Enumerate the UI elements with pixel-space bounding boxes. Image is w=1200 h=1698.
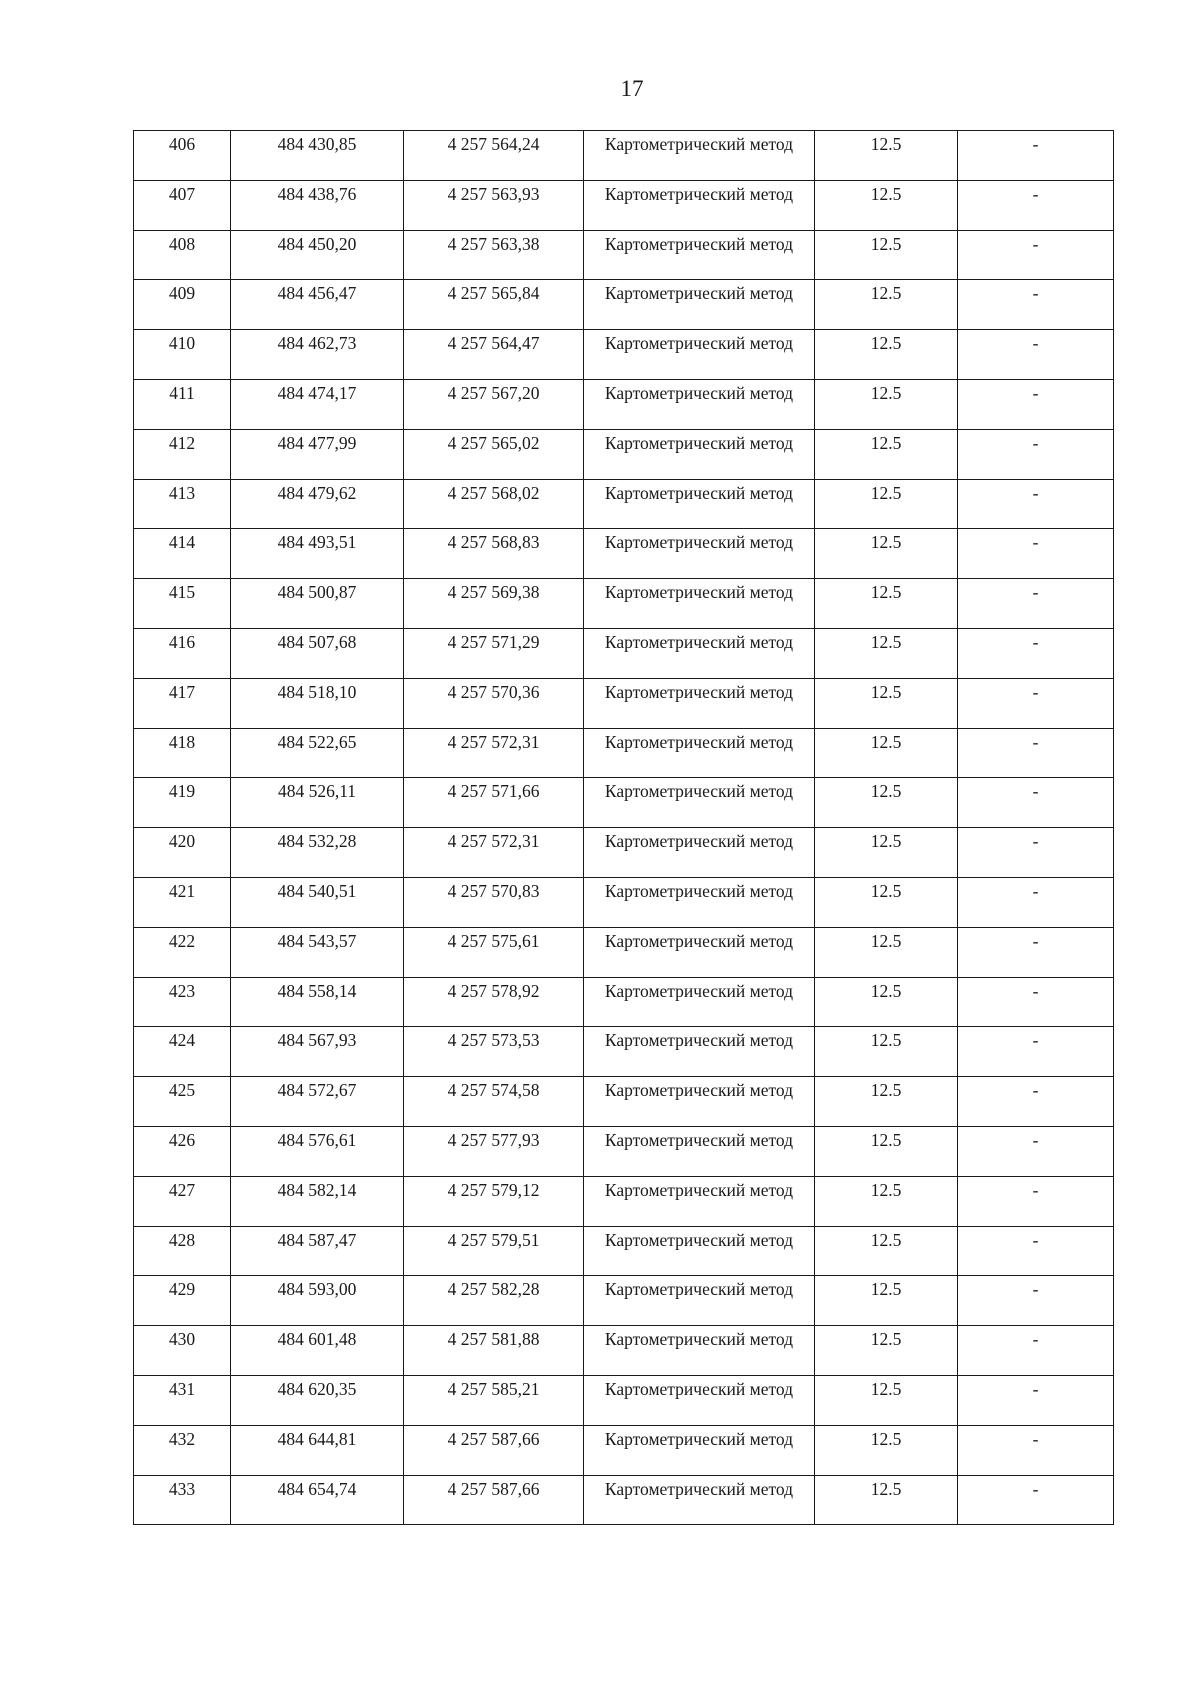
method-cell: Картометрический метод (584, 628, 815, 678)
y-coordinate-cell: 4 257 565,84 (404, 280, 584, 330)
page-number: 17 (620, 76, 644, 101)
table-row (134, 728, 1114, 778)
y-coordinate-cell: 4 257 572,31 (404, 828, 584, 878)
dash-cell: - (958, 977, 1114, 1027)
point-number-cell: 416 (134, 628, 231, 678)
x-coordinate-cell: 484 518,10 (231, 678, 404, 728)
accuracy-cell: 12.5 (815, 230, 958, 280)
accuracy-cell: 12.5 (815, 1126, 958, 1176)
table-row (134, 1375, 1114, 1425)
point-number-cell: 424 (134, 1027, 231, 1077)
table-row (134, 678, 1114, 728)
x-coordinate-cell: 484 430,85 (231, 131, 404, 181)
y-coordinate-cell: 4 257 571,66 (404, 778, 584, 828)
x-coordinate-cell: 484 477,99 (231, 429, 404, 479)
method-cell: Картометрический метод (584, 280, 815, 330)
point-number-cell: 407 (134, 180, 231, 230)
point-number-cell: 432 (134, 1425, 231, 1475)
table-row (134, 429, 1114, 479)
point-number-cell: 410 (134, 330, 231, 380)
accuracy-cell: 12.5 (815, 280, 958, 330)
method-cell: Картометрический метод (584, 429, 815, 479)
table-row (134, 180, 1114, 230)
point-number-cell: 418 (134, 728, 231, 778)
accuracy-cell: 12.5 (815, 330, 958, 380)
x-coordinate-cell: 484 644,81 (231, 1425, 404, 1475)
method-cell: Картометрический метод (584, 230, 815, 280)
point-number-cell: 419 (134, 778, 231, 828)
point-number-cell: 417 (134, 678, 231, 728)
table-row (134, 529, 1114, 579)
x-coordinate-cell: 484 462,73 (231, 330, 404, 380)
table-row (134, 1027, 1114, 1077)
method-cell: Картометрический метод (584, 379, 815, 429)
method-cell: Картометрический метод (584, 131, 815, 181)
accuracy-cell: 12.5 (815, 579, 958, 629)
point-number-cell: 411 (134, 379, 231, 429)
y-coordinate-cell: 4 257 582,28 (404, 1276, 584, 1326)
accuracy-cell: 12.5 (815, 1027, 958, 1077)
accuracy-cell: 12.5 (815, 1176, 958, 1226)
accuracy-cell: 12.5 (815, 429, 958, 479)
method-cell: Картометрический метод (584, 479, 815, 529)
accuracy-cell: 12.5 (815, 479, 958, 529)
table-row (134, 1475, 1114, 1525)
y-coordinate-cell: 4 257 572,31 (404, 728, 584, 778)
accuracy-cell: 12.5 (815, 1077, 958, 1127)
dash-cell: - (958, 330, 1114, 380)
point-number-cell: 412 (134, 429, 231, 479)
table-row (134, 1176, 1114, 1226)
point-number-cell: 422 (134, 927, 231, 977)
point-number-cell: 431 (134, 1375, 231, 1425)
y-coordinate-cell: 4 257 574,58 (404, 1077, 584, 1127)
point-number-cell: 426 (134, 1126, 231, 1176)
dash-cell: - (958, 728, 1114, 778)
point-number-cell: 423 (134, 977, 231, 1027)
x-coordinate-cell: 484 593,00 (231, 1276, 404, 1326)
y-coordinate-cell: 4 257 587,66 (404, 1475, 584, 1525)
table-row (134, 828, 1114, 878)
point-number-cell: 428 (134, 1226, 231, 1276)
x-coordinate-cell: 484 500,87 (231, 579, 404, 629)
dash-cell: - (958, 379, 1114, 429)
table-row (134, 479, 1114, 529)
point-number-cell: 409 (134, 280, 231, 330)
y-coordinate-cell: 4 257 569,38 (404, 579, 584, 629)
dash-cell: - (958, 927, 1114, 977)
y-coordinate-cell: 4 257 579,51 (404, 1226, 584, 1276)
table-row (134, 877, 1114, 927)
method-cell: Картометрический метод (584, 1027, 815, 1077)
table-row (134, 927, 1114, 977)
y-coordinate-cell: 4 257 585,21 (404, 1375, 584, 1425)
y-coordinate-cell: 4 257 573,53 (404, 1027, 584, 1077)
dash-cell: - (958, 280, 1114, 330)
y-coordinate-cell: 4 257 570,36 (404, 678, 584, 728)
y-coordinate-cell: 4 257 575,61 (404, 927, 584, 977)
method-cell: Картометрический метод (584, 678, 815, 728)
accuracy-cell: 12.5 (815, 828, 958, 878)
table-row (134, 379, 1114, 429)
accuracy-cell: 12.5 (815, 728, 958, 778)
x-coordinate-cell: 484 558,14 (231, 977, 404, 1027)
dash-cell: - (958, 1126, 1114, 1176)
dash-cell: - (958, 131, 1114, 181)
y-coordinate-cell: 4 257 568,02 (404, 479, 584, 529)
point-number-cell: 425 (134, 1077, 231, 1127)
dash-cell: - (958, 230, 1114, 280)
table-row (134, 579, 1114, 629)
x-coordinate-cell: 484 582,14 (231, 1176, 404, 1226)
x-coordinate-cell: 484 507,68 (231, 628, 404, 678)
method-cell: Картометрический метод (584, 579, 815, 629)
method-cell: Картометрический метод (584, 877, 815, 927)
method-cell: Картометрический метод (584, 1375, 815, 1425)
accuracy-cell: 12.5 (815, 977, 958, 1027)
x-coordinate-cell: 484 526,11 (231, 778, 404, 828)
x-coordinate-cell: 484 543,57 (231, 927, 404, 977)
method-cell: Картометрический метод (584, 977, 815, 1027)
y-coordinate-cell: 4 257 564,24 (404, 131, 584, 181)
accuracy-cell: 12.5 (815, 1226, 958, 1276)
y-coordinate-cell: 4 257 563,93 (404, 180, 584, 230)
point-number-cell: 408 (134, 230, 231, 280)
dash-cell: - (958, 1326, 1114, 1376)
x-coordinate-cell: 484 532,28 (231, 828, 404, 878)
y-coordinate-cell: 4 257 587,66 (404, 1425, 584, 1475)
y-coordinate-cell: 4 257 563,38 (404, 230, 584, 280)
dash-cell: - (958, 529, 1114, 579)
table-row (134, 131, 1114, 181)
dash-cell: - (958, 778, 1114, 828)
dash-cell: - (958, 1475, 1114, 1525)
method-cell: Картометрический метод (584, 1126, 815, 1176)
table-row (134, 1226, 1114, 1276)
point-number-cell: 414 (134, 529, 231, 579)
y-coordinate-cell: 4 257 564,47 (404, 330, 584, 380)
table-row (134, 628, 1114, 678)
dash-cell: - (958, 479, 1114, 529)
x-coordinate-cell: 484 479,62 (231, 479, 404, 529)
y-coordinate-cell: 4 257 565,02 (404, 429, 584, 479)
table-row (134, 778, 1114, 828)
point-number-cell: 427 (134, 1176, 231, 1226)
y-coordinate-cell: 4 257 571,29 (404, 628, 584, 678)
accuracy-cell: 12.5 (815, 1475, 958, 1525)
coordinates-table-body (134, 131, 1114, 1525)
dash-cell: - (958, 1176, 1114, 1226)
x-coordinate-cell: 484 540,51 (231, 877, 404, 927)
accuracy-cell: 12.5 (815, 877, 958, 927)
point-number-cell: 421 (134, 877, 231, 927)
point-number-cell: 430 (134, 1326, 231, 1376)
point-number-cell: 406 (134, 131, 231, 181)
accuracy-cell: 12.5 (815, 1276, 958, 1326)
method-cell: Картометрический метод (584, 1226, 815, 1276)
method-cell: Картометрический метод (584, 1326, 815, 1376)
table-row (134, 977, 1114, 1027)
method-cell: Картометрический метод (584, 828, 815, 878)
accuracy-cell: 12.5 (815, 131, 958, 181)
method-cell: Картометрический метод (584, 330, 815, 380)
x-coordinate-cell: 484 522,65 (231, 728, 404, 778)
point-number-cell: 433 (134, 1475, 231, 1525)
dash-cell: - (958, 828, 1114, 878)
x-coordinate-cell: 484 620,35 (231, 1375, 404, 1425)
table-row (134, 1326, 1114, 1376)
table-row (134, 1425, 1114, 1475)
accuracy-cell: 12.5 (815, 529, 958, 579)
method-cell: Картометрический метод (584, 728, 815, 778)
y-coordinate-cell: 4 257 577,93 (404, 1126, 584, 1176)
method-cell: Картометрический метод (584, 1425, 815, 1475)
y-coordinate-cell: 4 257 570,83 (404, 877, 584, 927)
dash-cell: - (958, 1425, 1114, 1475)
x-coordinate-cell: 484 576,61 (231, 1126, 404, 1176)
x-coordinate-cell: 484 601,48 (231, 1326, 404, 1376)
accuracy-cell: 12.5 (815, 180, 958, 230)
accuracy-cell: 12.5 (815, 927, 958, 977)
table-row (134, 280, 1114, 330)
dash-cell: - (958, 429, 1114, 479)
method-cell: Картометрический метод (584, 1077, 815, 1127)
dash-cell: - (958, 1375, 1114, 1425)
y-coordinate-cell: 4 257 579,12 (404, 1176, 584, 1226)
method-cell: Картометрический метод (584, 180, 815, 230)
table-row (134, 230, 1114, 280)
x-coordinate-cell: 484 474,17 (231, 379, 404, 429)
table-row (134, 1276, 1114, 1326)
point-number-cell: 429 (134, 1276, 231, 1326)
x-coordinate-cell: 484 587,47 (231, 1226, 404, 1276)
accuracy-cell: 12.5 (815, 678, 958, 728)
y-coordinate-cell: 4 257 581,88 (404, 1326, 584, 1376)
accuracy-cell: 12.5 (815, 778, 958, 828)
dash-cell: - (958, 579, 1114, 629)
coordinates-table (133, 130, 1114, 1525)
method-cell: Картометрический метод (584, 927, 815, 977)
x-coordinate-cell: 484 450,20 (231, 230, 404, 280)
table-row (134, 1126, 1114, 1176)
x-coordinate-cell: 484 438,76 (231, 180, 404, 230)
accuracy-cell: 12.5 (815, 1375, 958, 1425)
accuracy-cell: 12.5 (815, 1425, 958, 1475)
dash-cell: - (958, 678, 1114, 728)
accuracy-cell: 12.5 (815, 379, 958, 429)
dash-cell: - (958, 1027, 1114, 1077)
method-cell: Картометрический метод (584, 1176, 815, 1226)
accuracy-cell: 12.5 (815, 1326, 958, 1376)
dash-cell: - (958, 877, 1114, 927)
point-number-cell: 415 (134, 579, 231, 629)
dash-cell: - (958, 180, 1114, 230)
y-coordinate-cell: 4 257 567,20 (404, 379, 584, 429)
method-cell: Картометрический метод (584, 1475, 815, 1525)
dash-cell: - (958, 1077, 1114, 1127)
table-row (134, 330, 1114, 380)
dash-cell: - (958, 1226, 1114, 1276)
point-number-cell: 420 (134, 828, 231, 878)
x-coordinate-cell: 484 493,51 (231, 529, 404, 579)
method-cell: Картометрический метод (584, 529, 815, 579)
dash-cell: - (958, 628, 1114, 678)
x-coordinate-cell: 484 654,74 (231, 1475, 404, 1525)
x-coordinate-cell: 484 456,47 (231, 280, 404, 330)
method-cell: Картометрический метод (584, 778, 815, 828)
x-coordinate-cell: 484 567,93 (231, 1027, 404, 1077)
dash-cell: - (958, 1276, 1114, 1326)
method-cell: Картометрический метод (584, 1276, 815, 1326)
y-coordinate-cell: 4 257 578,92 (404, 977, 584, 1027)
accuracy-cell: 12.5 (815, 628, 958, 678)
y-coordinate-cell: 4 257 568,83 (404, 529, 584, 579)
table-row (134, 1077, 1114, 1127)
x-coordinate-cell: 484 572,67 (231, 1077, 404, 1127)
point-number-cell: 413 (134, 479, 231, 529)
